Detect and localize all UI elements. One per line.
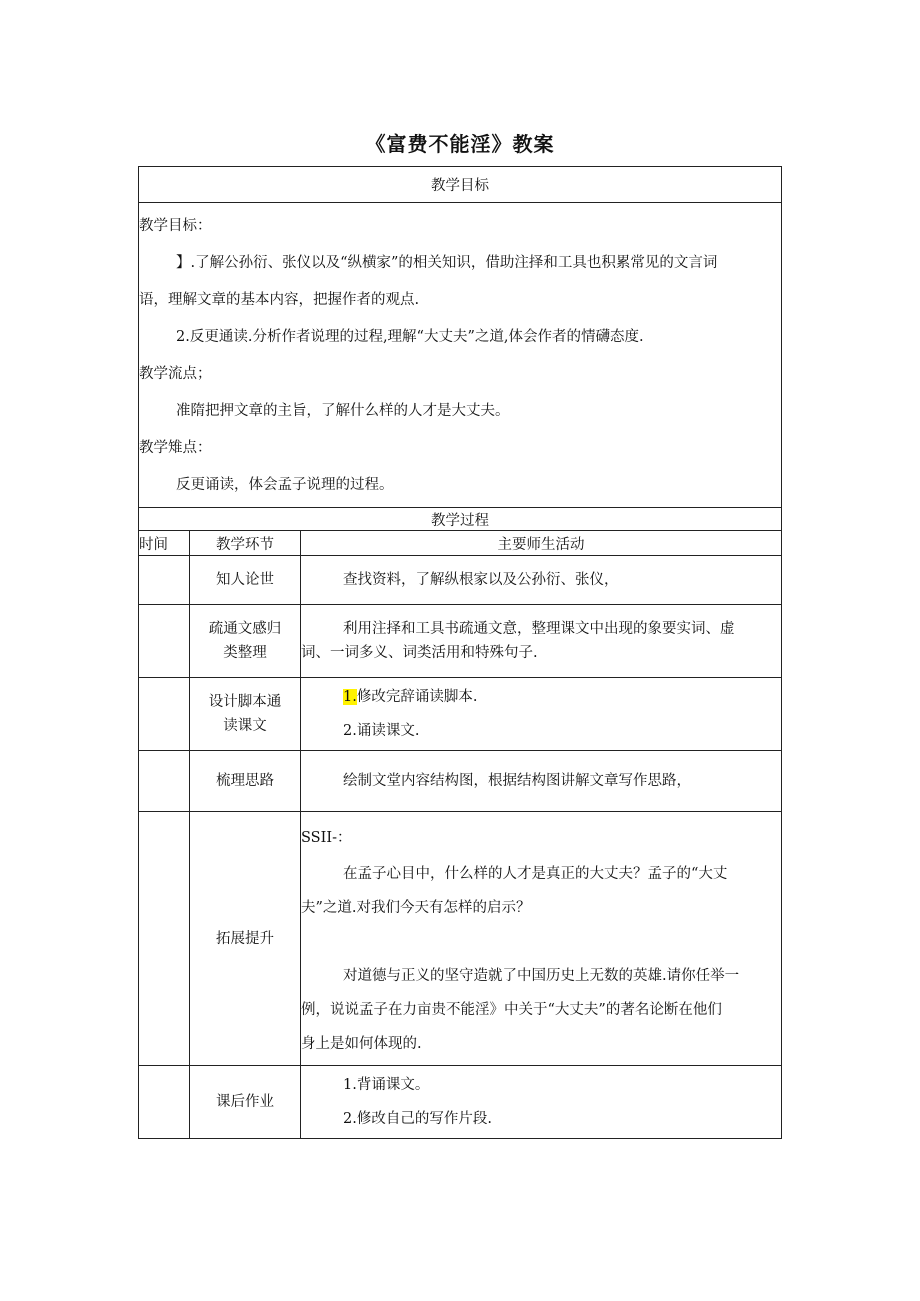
highlighted-number: 1. <box>343 689 357 705</box>
flow-text: 准隋把押文章的主旨，了解什么样的人才是大丈夫。 <box>176 403 510 419</box>
activity-cell <box>301 605 782 678</box>
col-header-activity: 主要师生活动 <box>301 531 782 556</box>
activity-line: 2.诵读课文. <box>343 723 420 739</box>
activity-line: 1.背诵课文。 <box>343 1077 430 1093</box>
activity-line: 查找资料，了解纵根家以及公孙衍、张仪， <box>343 572 619 588</box>
col-header-step: 教学环节 <box>190 531 301 556</box>
goal-1-line-2: 语，理解文章的基本内容，把握作者的观点. <box>139 292 420 308</box>
activity-line: 2.修改自己的写作片段. <box>343 1111 492 1127</box>
time-cell <box>139 1066 190 1139</box>
activity-line: 利用注择和工具书疏通文意，整理课文中出现的象要实词、虚 <box>343 621 735 637</box>
activity-line: 夫”之道.对我们今天有怎样的启示？ <box>301 900 531 916</box>
activity-cell <box>301 1066 782 1139</box>
difficulty-text: 反更诵读，体会孟子说理的过程。 <box>176 477 394 493</box>
time-cell <box>139 605 190 678</box>
activity-line: 词、一词多义、词类活用和特殊句子. <box>301 645 538 661</box>
step-cell: 梳理思路 <box>190 751 301 812</box>
activity-line: 绘制文堂内容结构图，根据结构图讲解文章写作思路， <box>343 773 691 789</box>
activity-cell <box>301 812 782 1066</box>
section-header-process: 教学过程 <box>139 508 782 531</box>
activity-cell <box>301 556 782 605</box>
time-cell <box>139 556 190 605</box>
activity-line <box>301 685 769 709</box>
goal-2: 2.反更通读.分析作者说理的过程,理解“大丈夫”之道,体会作者的情礴态度. <box>176 329 644 345</box>
section-header-goals: 教学目标 <box>139 167 782 203</box>
time-cell <box>139 751 190 812</box>
time-cell <box>139 678 190 751</box>
difficulty-label: 教学雉点： <box>139 440 212 456</box>
lesson-plan-table <box>138 166 782 1139</box>
goals-label: 教学目标： <box>139 218 212 234</box>
goals-cell <box>139 203 782 508</box>
activity-line: 对道德与正义的坚守造就了中国历史上无数的英雄.请你任举一 <box>343 968 740 984</box>
step-cell: 设计脚本通读课文 <box>190 678 301 751</box>
goal-1-line-1: 】.了解公孙衍、张仪以及“纵横家”的相关知识，借助注择和工具也积累常见的文言词 <box>176 255 718 271</box>
time-cell <box>139 812 190 1066</box>
step-cell: 疏通文感归类整理 <box>190 605 301 678</box>
activity-line: SSII-： <box>301 830 352 846</box>
activity-text: 修改完辞诵读脚本. <box>356 689 478 705</box>
step-cell: 拓展提升 <box>190 812 301 1066</box>
col-header-time: 时间 <box>139 531 190 556</box>
activity-cell <box>301 678 782 751</box>
step-cell: 知人论世 <box>190 556 301 605</box>
activity-line: 在孟子心目中，什么样的人才是真正的大丈夫？孟子的“大丈 <box>343 866 728 882</box>
activity-line: 身上是如何体现的. <box>301 1036 422 1052</box>
flow-label: 教学流点； <box>139 366 212 382</box>
step-cell: 课后作业 <box>190 1066 301 1139</box>
document-title: 《富费不能淫》教案 <box>365 132 555 156</box>
activity-line: 例，说说孟子在力亩贵不能淫》中关于“大丈夫”的著名论断在他们 <box>301 1002 722 1018</box>
activity-cell <box>301 751 782 812</box>
